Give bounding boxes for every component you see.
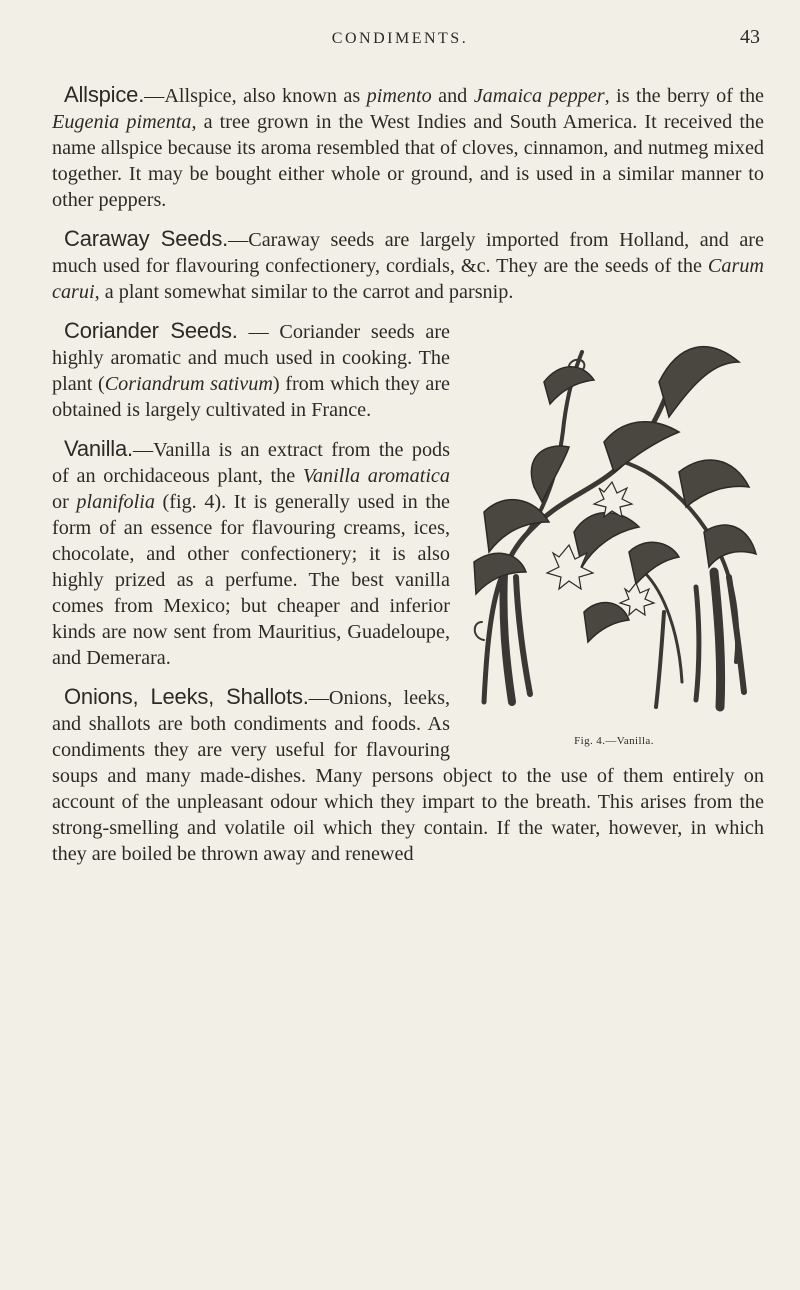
vanilla-figure [464, 322, 764, 754]
figure-caption: Fig. 4.—Vanilla. [574, 735, 654, 747]
entry-heading: Vanilla. [64, 436, 133, 461]
entry-heading: Coriander Seeds. [64, 318, 238, 343]
italic-term: Carum carui [52, 255, 764, 303]
italic-term: planifolia [76, 491, 155, 513]
entry-heading: Caraway Seeds. [64, 226, 229, 251]
entry-text: and [431, 85, 474, 107]
entry-text: —Onions, leeks, and shallots are both condiments and foods. As condiments they are very useful for flavouring soups and many made-dishes. Many persons object to the use of them entirely on account of the unpleasant odour which they impart to the breath. This arises from the strong-smelling and volatile oil which they contain. If the water, however, in which they are boiled be thrown away and renewed [52, 687, 764, 865]
italic-term: Jamaica pepper [473, 85, 605, 107]
entry-text: —Vanilla is an extract from the pods of an orchidaceous plant, the [52, 439, 450, 487]
running-head [0, 26, 800, 56]
italic-term: Coriandrum sativum [104, 373, 273, 395]
entry-caraway-seeds [52, 226, 764, 305]
italic-term: Vanilla aromatica [302, 465, 450, 487]
entry-text: or [52, 491, 77, 513]
entry-allspice [52, 82, 764, 213]
body-text [52, 82, 764, 880]
entry-heading: Onions, Leeks, Shallots. [64, 684, 309, 709]
entry-text: , is the berry of the [604, 85, 765, 107]
entry-text: —Allspice, also known as [144, 85, 367, 107]
entry-text: — Coriander seeds are highly aromatic and much used in cooking. The plant ( [52, 321, 450, 395]
entry-text: ) from which they are obtained is largely cultivated in France. [52, 373, 450, 421]
entry-text: (fig. 4). It is generally used in the form of an essence for flavouring creams, ices, chocolate, and other confectionery; it is also highly prized as a perfume. The best vanilla comes from Mexico; but cheaper and inferior kinds are now sent from Mauritius, Guadeloupe, and Demerara. [52, 491, 450, 669]
running-title: CONDIMENTS. [331, 30, 469, 47]
entry-heading: Allspice. [64, 82, 145, 107]
page-number: 43 [740, 26, 760, 48]
entry-text: , a tree grown in the West Indies and South America. It received the name allspice because its aroma resembled that of cloves, cinnamon, and nutmeg mixed together. It may be bought either whole or ground, and is used in a similar manner to other peppers. [52, 111, 764, 211]
entry-text: —Caraway seeds are largely imported from Holland, and are much used for flavouring confectionery, cordials, &c. They are the seeds of the [52, 229, 764, 277]
italic-term: Eugenia pimenta [52, 111, 192, 133]
italic-term: pimento [366, 85, 432, 107]
vanilla-plant-illustration [464, 322, 764, 722]
entry-text: , a plant somewhat similar to the carrot and parsnip. [94, 281, 514, 303]
